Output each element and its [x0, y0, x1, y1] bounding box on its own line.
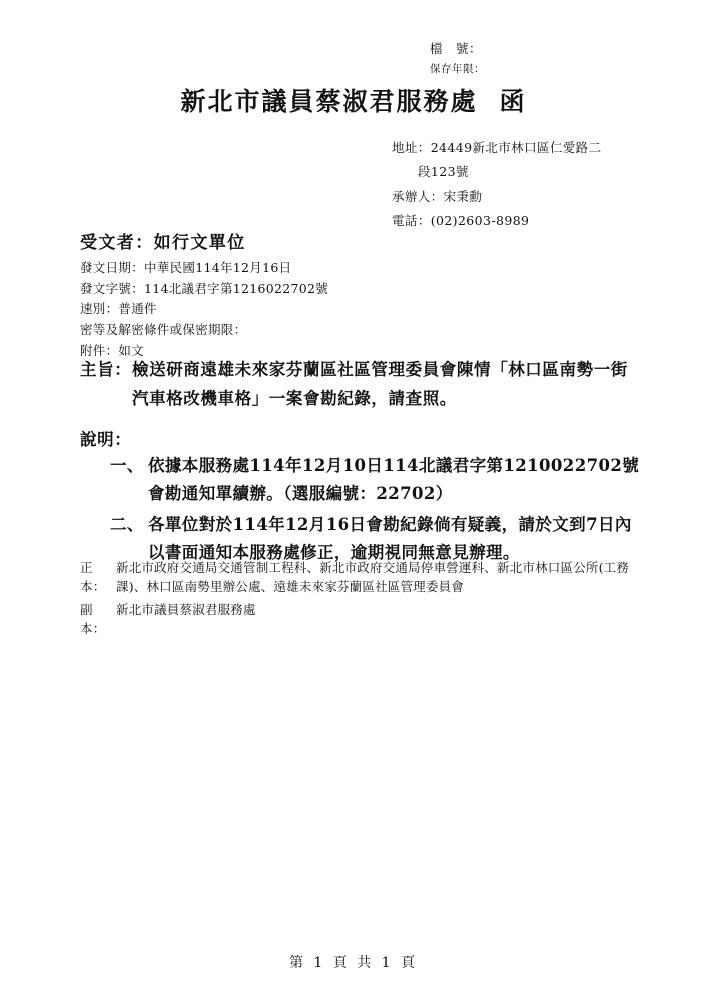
distribution-copy [80, 600, 650, 639]
file-number-label: 檔 號： [430, 41, 483, 56]
distribution-main-label: 正本： [80, 560, 106, 595]
title-doc-type: 函 [499, 87, 527, 116]
subject-section [80, 356, 640, 414]
title-main: 新北市議員蔡淑君服務處 [180, 87, 478, 116]
retention-row [430, 61, 670, 79]
list-item-text: 依據本服務處114年12月10日114北議君字第1210022702號會勘通知單續辦。（選服編號：22702） [148, 456, 640, 504]
retention-label: 保存年限： [430, 63, 485, 76]
distribution-main-text: 新北市政府交通局交通管制工程科、新北市政府交通局停車營運科、新北市林口區公所(工務課)、林口區南勢里辦公處、遠雄未來家芬蘭區社區管理委員會 [116, 560, 630, 595]
explanation-list [110, 452, 640, 570]
page-footer: 第 1 頁 共 1 頁 [288, 955, 419, 971]
subject-label: 主旨： [80, 360, 132, 379]
meta-speed: 速別：普通件 [80, 301, 157, 317]
sender-address-cont: 段123號 [418, 164, 469, 180]
list-item-number: 一、 [110, 456, 144, 475]
page-title [0, 82, 707, 118]
explanation-label: 說明： [80, 430, 132, 449]
meta-classification: 密等及解密條件或保密期限： [80, 321, 247, 337]
recipient-line: 受文者：如行文單位 [80, 233, 246, 253]
distribution-copy-label: 副本： [80, 601, 106, 637]
meta-doc-number: 發文字號：114北議君字第1216022702號 [80, 280, 329, 296]
file-number-row [430, 38, 670, 59]
list-item-number: 二、 [110, 514, 144, 534]
list-item [110, 452, 640, 509]
distribution-section [80, 558, 650, 642]
meta-issue-date: 發文日期：中華民國114年12月16日 [80, 260, 292, 275]
sender-info [392, 136, 652, 234]
distribution-copy-text: 新北市議員蔡淑君服務處 [116, 601, 256, 617]
meta-attachment: 附件：如文 [80, 342, 145, 358]
sender-phone: 電話：(02)2603-8989 [392, 213, 530, 229]
distribution-main [80, 558, 650, 597]
subject-text: 檢送研商遠雄未來家芬蘭區社區管理委員會陳情「林口區南勢一街汽車格改機車格」一案會勘紀錄，請查照。 [132, 360, 628, 408]
sender-address: 地址：24449新北市林口區仁愛路二 [392, 140, 602, 155]
list-item-text: 各單位對於114年12月16日會勘紀錄倘有疑義，請於文到7日內以書面通知本服務處修正，逾期視同無意見辦理。 [148, 514, 632, 563]
document-meta [80, 258, 328, 361]
sender-contact: 承辦人：宋秉勳 [392, 188, 483, 204]
archive-header [430, 38, 670, 79]
